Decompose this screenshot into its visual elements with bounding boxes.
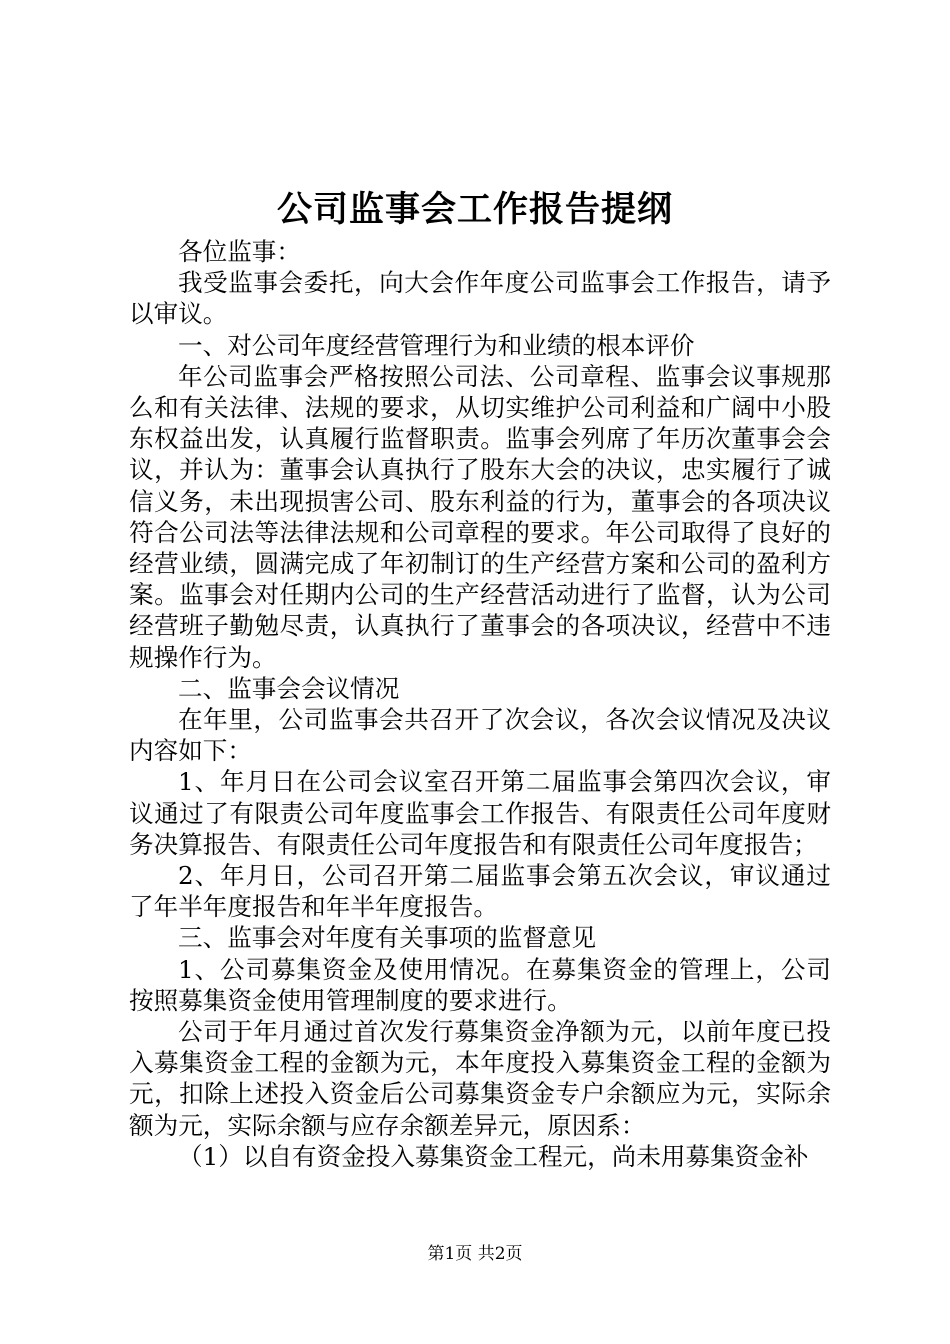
list-item: 2、年月日，公司召开第二届监事会第五次会议，审议通过了年半年度报告和年半年度报告。 <box>129 861 831 922</box>
intro-paragraph: 我受监事会委托，向大会作年度公司监事会工作报告，请予以审议。 <box>129 268 831 329</box>
document-title: 公司监事会工作报告提纲 <box>276 189 673 230</box>
section-heading-2: 二、监事会会议情况 <box>178 673 400 703</box>
list-item: 1、年月日在公司会议室召开第二届监事会第四次会议，审议通过了有限责公司年度监事会工作报告、有限责任公司年度财务决算报告、有限责任公司年度报告和有限责任公司年度报告； <box>129 767 831 859</box>
list-item: （1）以自有资金投入募集资金工程元，尚未用募集资金补 <box>178 1141 809 1171</box>
section-heading-1: 一、对公司年度经营管理行为和业绩的根本评价 <box>178 330 695 360</box>
body-paragraph: 在年里，公司监事会共召开了次会议，各次会议情况及决议内容如下： <box>129 705 831 766</box>
document-body <box>129 236 831 1172</box>
salutation: 各位监事： <box>178 237 301 266</box>
list-item: 1、公司募集资金及使用情况。在募集资金的管理上，公司按照募集资金使用管理制度的要求进行。 <box>129 954 831 1015</box>
page-number-footer: 第1页 共2页 <box>427 1244 523 1264</box>
body-paragraph: 年公司监事会严格按照公司法、公司章程、监事会议事规那么和有关法律、法规的要求，从切实维护公司利益和广阔中小股东权益出发，认真履行监督职责。监事会列席了年历次董事会会议，并认为：董事会认真执行了股东大会的决议，忠实履行了诚信义务，未出现损害公司、股东利益的行为，董事会的各项决议符合公司法等法律法规和公司章程的要求。年公司取得了良好的经营业绩，圆满完成了年初制订的生产经营方案和公司的盈利方案。监事会对任期内公司的生产经营活动进行了监督，认为公司经营班子勤勉尽责，认真执行了董事会的各项决议，经营中不违规操作行为。 <box>129 361 831 672</box>
body-paragraph: 公司于年月通过首次发行募集资金净额为元，以前年度已投入募集资金工程的金额为元，本年度投入募集资金工程的金额为元，扣除上述投入资金后公司募集资金专户余额应为元，实际余额为元，实际余额与应存余额差异元，原因系： <box>129 1017 831 1140</box>
section-heading-3: 三、监事会对年度有关事项的监督意见 <box>178 923 597 953</box>
